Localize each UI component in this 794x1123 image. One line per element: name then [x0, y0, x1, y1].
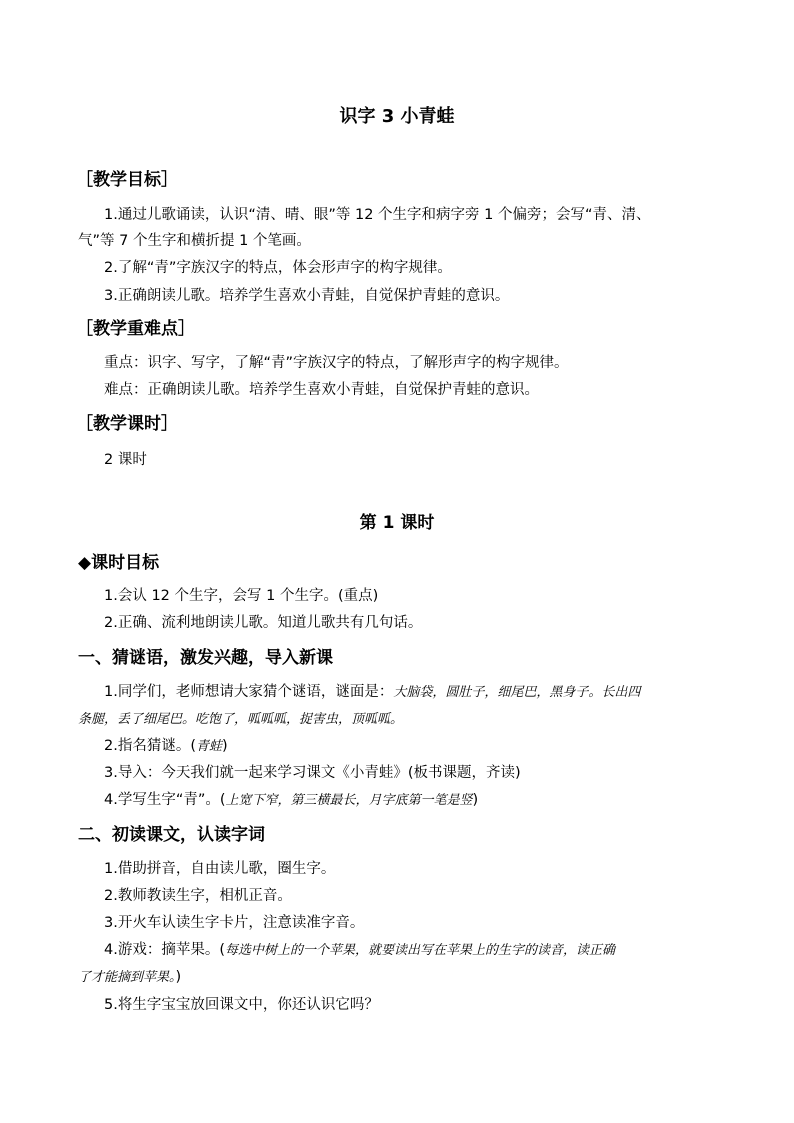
guess-line: [104, 734, 228, 759]
heading-class-hours: ［教学课时］: [76, 414, 178, 434]
goal-line-2: 2.了解“青”字族汉字的特点，体会形声字的构字规律。: [104, 260, 452, 276]
game-rule-1: 每选中树上的一个苹果，就要读出写在苹果上的生字的读音，读正确: [225, 943, 616, 958]
reading-step-1: 1.借助拼音，自由读儿歌，圈生字。: [104, 861, 336, 877]
lesson-goal-2: 2.正确、流利地朗读儿歌。知道儿歌共有几句话。: [104, 615, 423, 631]
guess-prefix: 2.指名猜谜。(: [104, 738, 196, 754]
riddle-text-2: 条腿，丢了细尾巴。吃饱了，呱呱呱，捉害虫，顶呱呱。: [78, 712, 404, 727]
goal-line-3: 3.正确朗读儿歌。培养学生喜欢小青蛙，自觉保护青蛙的意识。: [104, 288, 510, 304]
reading-step-4: [104, 938, 615, 963]
key-point-line: 重点：识字、写字，了解“青”字族汉字的特点，了解形声字的构字规律。: [104, 355, 569, 371]
class-hours-value: 2 课时: [104, 452, 147, 468]
lesson-goal-1: 1.会认 12 个生字，会写 1 个生字。(重点): [104, 588, 379, 604]
riddle-line-2: [78, 707, 403, 732]
reading-step-2: 2.教师教读生字，相机正音。: [104, 888, 292, 904]
game-prefix: 4.游戏：摘苹果。(: [104, 942, 225, 958]
write-suffix: ): [472, 792, 479, 808]
reading-step-5: 5.将生字宝宝放回课文中，你还认识它吗？: [104, 997, 379, 1013]
intro-line: 3.导入：今天我们就一起来学习课文《小青蛙》(板书课题，齐读): [104, 765, 521, 781]
guess-answer: 青蛙: [196, 739, 223, 754]
difficult-point-line: 难点：正确朗读儿歌。培养学生喜欢小青蛙，自觉保护青蛙的意识。: [104, 382, 539, 398]
riddle-text-1: 大脑袋，圆肚子，细尾巴，黑身子。长出四: [393, 685, 641, 700]
part-1-heading: 一、猜谜语，激发兴趣，导入新课: [78, 648, 333, 668]
write-character-line: [104, 788, 478, 813]
lesson-1-title: 第 1 课时: [359, 513, 435, 533]
goal-line-1-cont: 气”等 7 个生字和横折提 1 个笔画。: [78, 233, 311, 249]
reading-step-3: 3.开火车认读生字卡片，注意读准字音。: [104, 915, 365, 931]
heading-key-points: ［教学重难点］: [76, 319, 195, 339]
page-title: 识字 3 小青蛙: [339, 106, 455, 127]
goal-line-1: 1.通过儿歌诵读，认识“清、晴、眼”等 12 个生字和病字旁 1 个偏旁；会写“青、清、: [104, 207, 651, 223]
write-tip: 上宽下窄，第三横最长，月字底第一笔是竖: [225, 793, 473, 808]
game-rule-2: 了才能摘到苹果。: [78, 970, 176, 985]
heading-teaching-goals: ［教学目标］: [76, 170, 178, 190]
reading-step-4-cont: [78, 965, 181, 990]
guess-suffix: ): [222, 738, 228, 754]
game-suffix: ): [175, 969, 182, 985]
lesson-goals-heading: ◆课时目标: [78, 553, 160, 573]
riddle-intro: 1.同学们，老师想请大家猜个谜语，谜面是：: [104, 684, 394, 700]
riddle-line-1: [104, 680, 640, 705]
part-2-heading: 二、初读课文，认读字词: [78, 825, 265, 845]
write-prefix: 4.学写生字“青”。(: [104, 792, 226, 808]
